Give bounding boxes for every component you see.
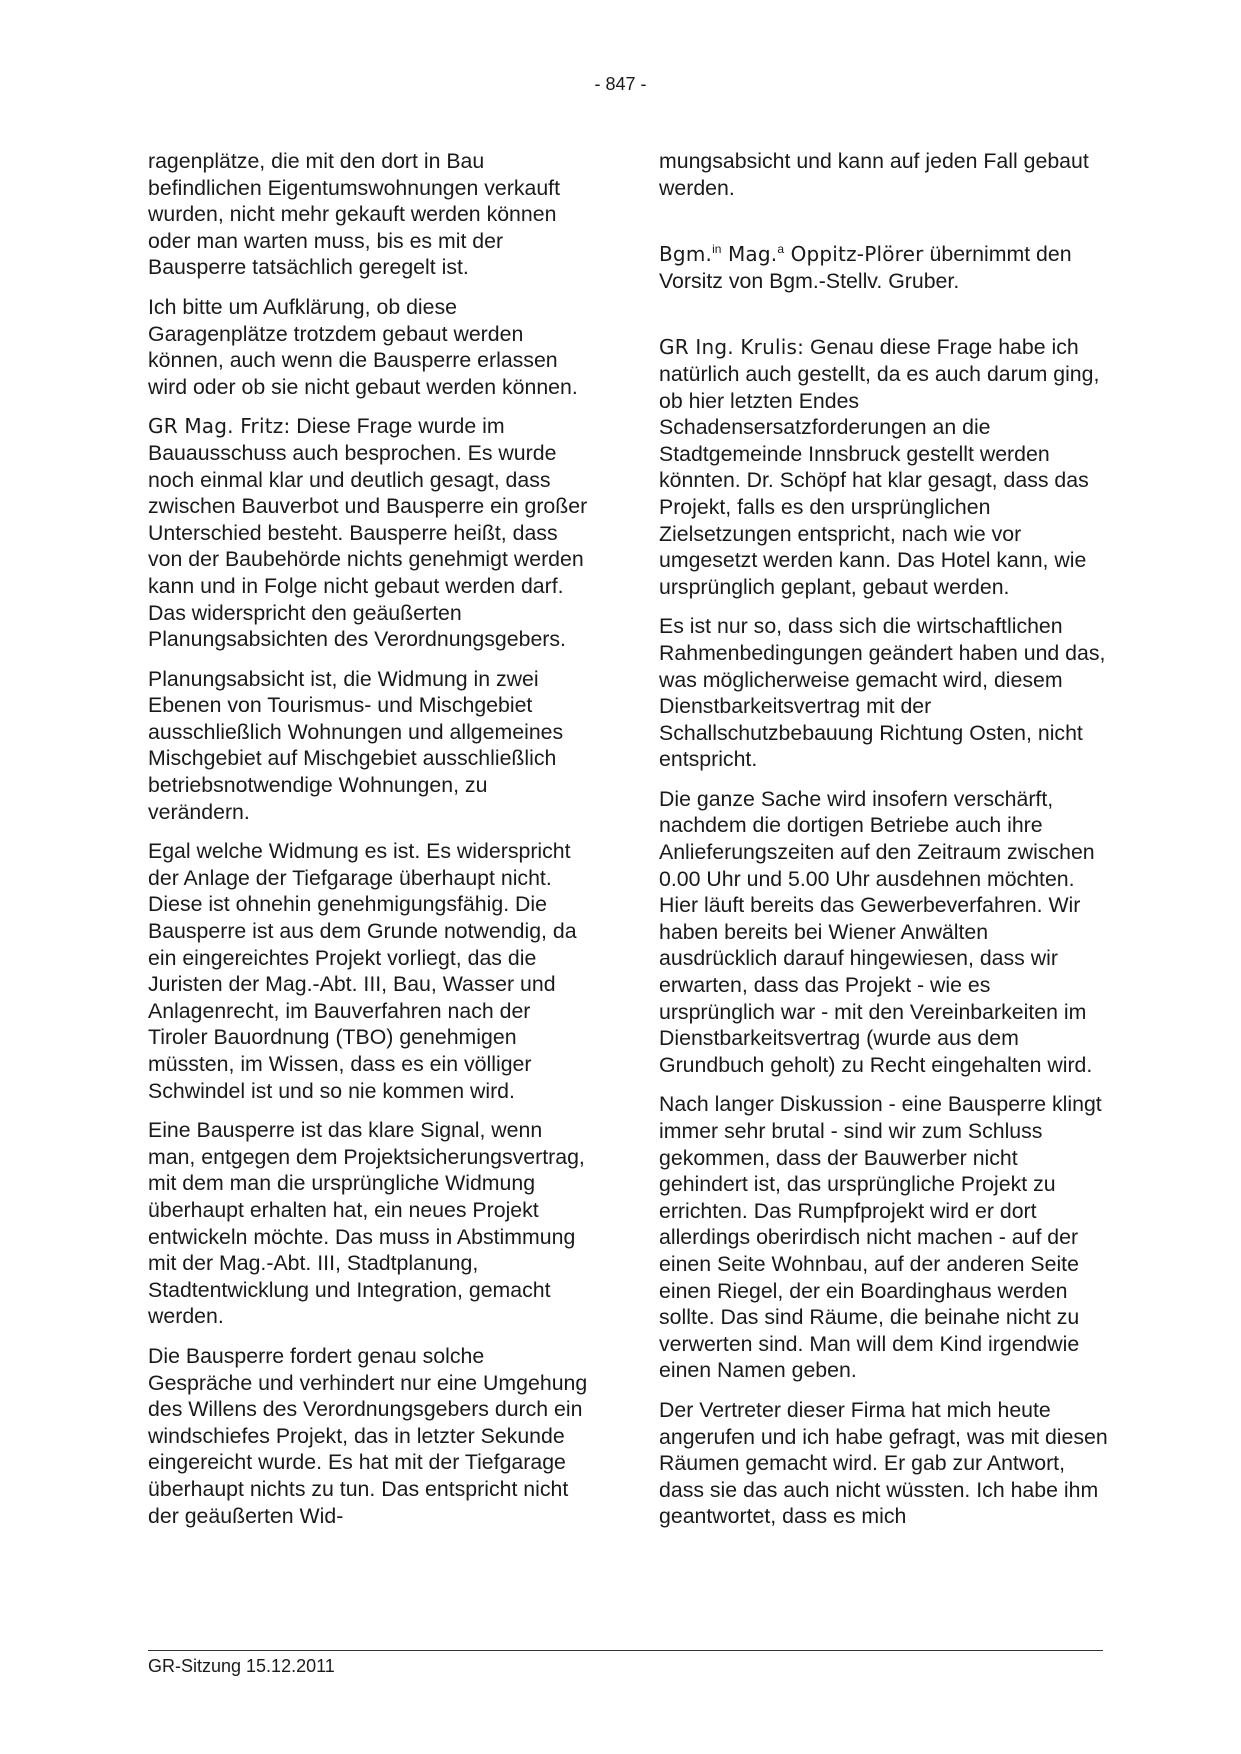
page-number: - 847 - [594, 74, 647, 94]
paragraph-text: Genau diese Frage habe ich natürlich auch gestellt, da es auch darum ging, ob hier letzten Endes Schadensersatzforderungen an die Stadtgemeinde Innsbruck gestellt werden könnten. Dr. Schöpf hat klar gesagt, dass das Projekt, falls es den ursprünglichen Zielsetzungen entspricht, nach wie vor umgesetzt werden kann. Das Hotel kann, wie ursprünglich geplant, gebaut werden. [659, 335, 1100, 599]
paragraph: Eine Bausperre ist das klare Signal, wenn man, entgegen dem Projektsicherungsvertrag, mit dem man die ursprüngliche Widmung überhaupt erhalten hat, ein neues Projekt entwickeln möchte. Das muss in Abstimmung mit der Mag.-Abt. III, Stadtplanung, Stadtentwicklung und Integration, gemacht werden. [148, 1118, 585, 1329]
paragraph: mungsabsicht und kann auf jeden Fall gebaut werden. [659, 149, 1089, 200]
paragraph [659, 334, 1109, 600]
title-mag: Mag. [721, 242, 778, 267]
paragraph: Die ganze Sache wird insofern verschärft, nachdem die dortigen Betriebe auch ihre Anlieferungszeiten auf den Zeitraum zwischen 0.00 Uhr und 5.00 Uhr ausdehnen möchten. Hier läuft bereits das Gewerbeverfahren. Wir haben bereits bei Wiener Anwälten ausdrücklich darauf hingewiesen, dass wir erwarten, dass das Projekt - wie es ursprünglich war - mit den Vereinbarkeiten im Dienstbarkeitsvertrag (wurde aus dem Grundbuch geholt) zu Recht eingehalten wird. [659, 786, 1095, 1077]
superscript: in [712, 242, 722, 257]
chair-change-note [659, 241, 1109, 294]
paragraph: Egal welche Widmung es ist. Es widerspricht der Anlage der Tiefgarage überhaupt nicht. Diese ist ohnehin genehmigungsfähig. Die Bausperre ist aus dem Grunde notwendig, da ein eingereichtes Projekt vorliegt, das die Juristen der Mag.-Abt. III, Bau, Wasser und Anlagenrecht, im Bauverfahren nach der Tiroler Bauordnung (TBO) genehmigen müssten, im Wissen, dass es ein völliger Schwindel ist und so nie kommen wird. [148, 839, 577, 1103]
left-column [148, 148, 588, 1542]
superscript: a [777, 242, 785, 257]
title-bgm: Bgm. [659, 242, 713, 267]
right-column [659, 148, 1109, 1543]
paragraph-text: übernimmt den Vorsitz von Bgm.-Stellv. Gruber. [659, 242, 1072, 293]
paragraph-text: Diese Frage wurde im Bauausschuss auch besprochen. Es wurde noch einmal klar und deutlich gesagt, dass zwischen Bauverbot und Bausperre ein großer Unterschied besteht. Bausperre heißt, dass von der Baubehörde nichts genehmigt werden kann und in Folge nicht gebaut werden darf. Das widerspricht den geäußerten Planungsabsichten des Verordnungsgebers. [148, 414, 588, 652]
paragraph: ragenplätze, die mit den dort in Bau befindlichen Eigentumswohnungen verkauft wurden, nicht mehr gekauft werden können oder man warten muss, bis es mit der Bausperre tatsächlich geregelt ist. [148, 149, 561, 280]
paragraph: Es ist nur so, dass sich die wirtschaftlichen Rahmenbedingungen geändert haben und das, was möglicherweise gemacht wird, diesem Dienstbarkeitsvertrag mit der Schallschutzbebauung Richtung Osten, nicht entspricht. [659, 614, 1106, 772]
footer-text: GR-Sitzung 15.12.2011 [148, 1656, 335, 1676]
speaker-name: GR Mag. Fritz: [148, 414, 291, 439]
footer-divider [148, 1650, 1103, 1651]
paragraph: Die Bausperre fordert genau solche Gespräche und verhindert nur eine Umgehung des Willens des Verordnungsgebers durch ein windschiefes Projekt, das in letzter Sekunde eingereicht wurde. Es hat mit der Tiefgarage überhaupt nichts zu tun. Das entspricht nicht der geäußerten Wid- [148, 1343, 588, 1528]
speaker-name: Oppitz-Plörer [784, 242, 924, 267]
speaker-name: GR Ing. Krulis: [659, 335, 805, 360]
paragraph: Ich bitte um Aufklärung, ob diese Garagenplätze trotzdem gebaut werden können, auch wenn die Bausperre erlassen wird oder ob sie nicht gebaut werden können. [148, 294, 578, 399]
paragraph: Planungsabsicht ist, die Widmung in zwei Ebenen von Tourismus- und Mischgebiet ausschließlich Wohnungen und allgemeines Mischgebiet auf Mischgebiet ausschließlich betriebsnotwendige Wohnungen, zu verändern. [148, 666, 564, 824]
paragraph: Nach langer Diskussion - eine Bausperre klingt immer sehr brutal - sind wir zum Schluss gekommen, dass der Bauwerber nicht gehindert ist, das ursprüngliche Projekt zu errichten. Das Rumpfprojekt wird er dort allerdings oberirdisch nicht machen - auf der einen Seite Wohnbau, auf der anderen Seite einen Riegel, der ein Boardinghaus werden sollte. Das sind Räume, die beinahe nicht zu verwerten sind. Man will dem Kind irgendwie einen Namen geben. [659, 1092, 1102, 1383]
paragraph: Der Vertreter dieser Firma hat mich heute angerufen und ich habe gefragt, was mit diesen Räumen gemacht wird. Er gab zur Antwort, dass sie das auch nicht wüssten. Ich habe ihm geantwortet, dass es mich [659, 1397, 1108, 1529]
paragraph [148, 413, 588, 652]
